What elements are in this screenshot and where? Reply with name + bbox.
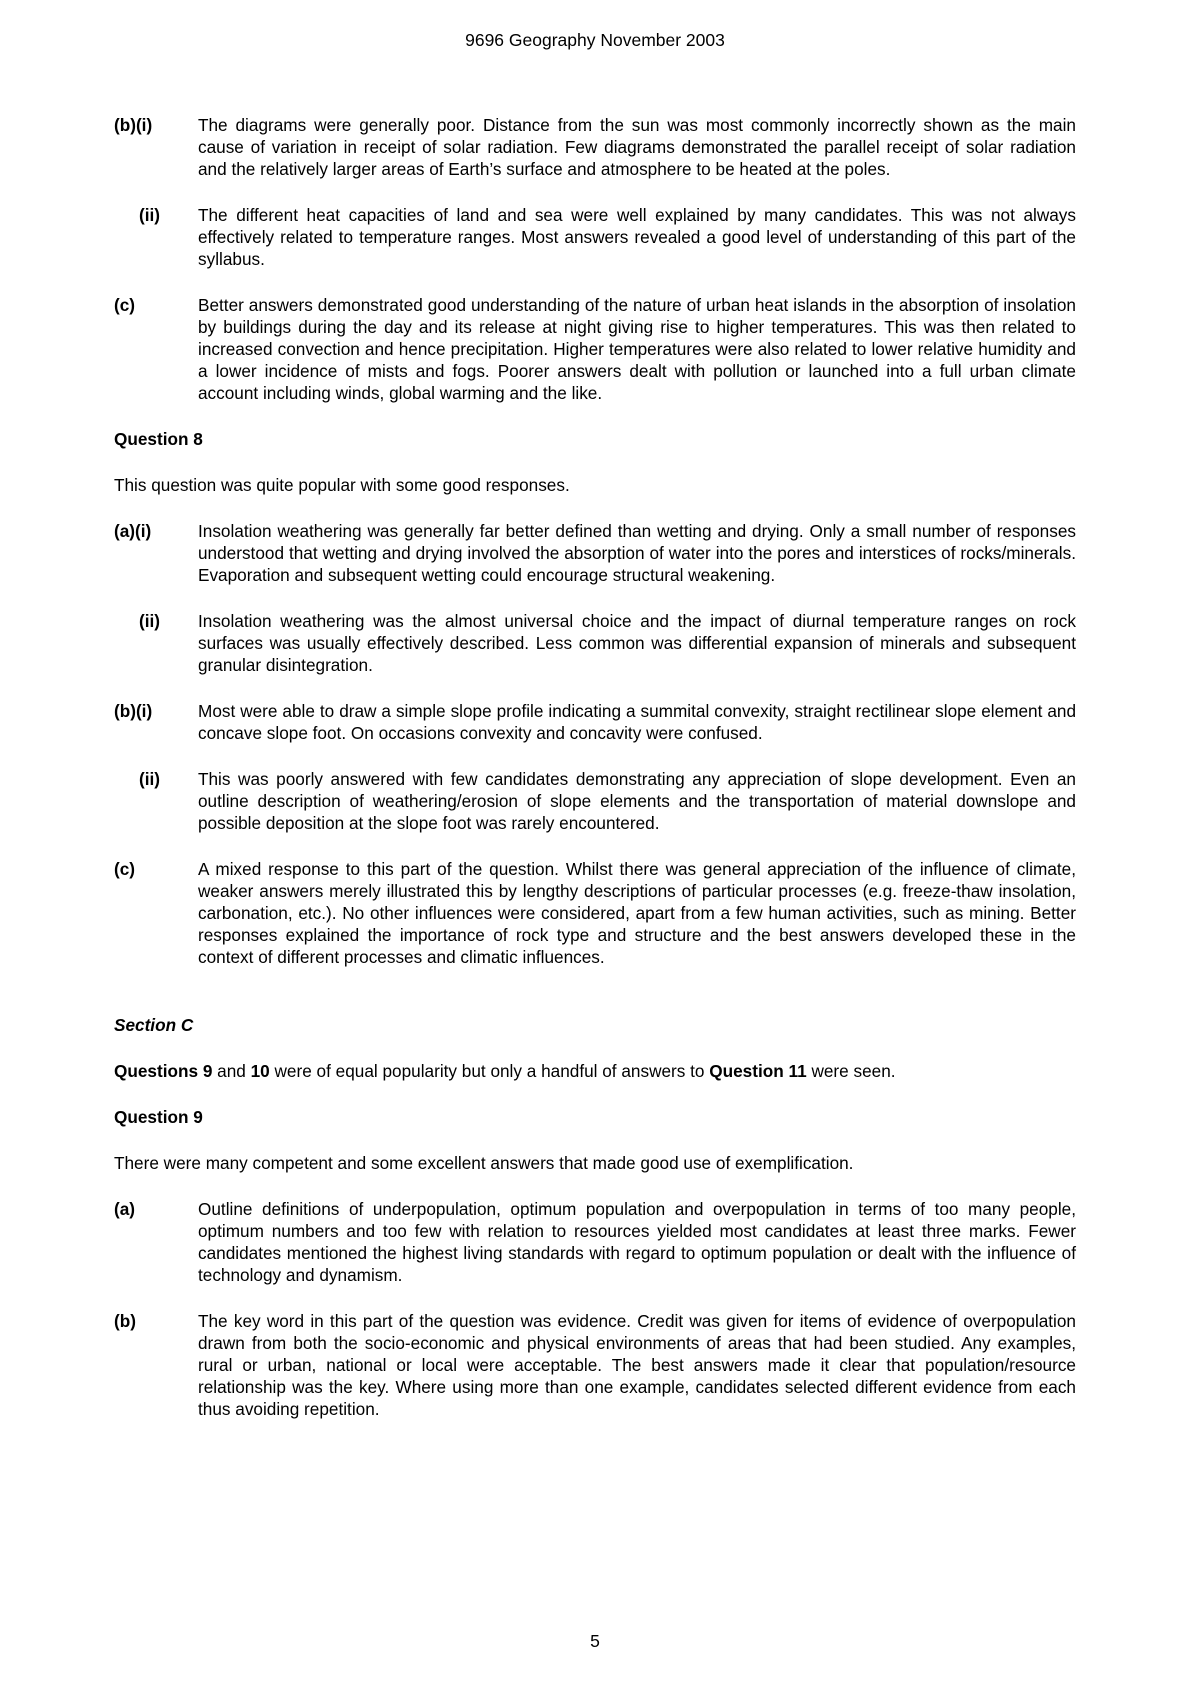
answer-item [114,768,1076,834]
item-text: This was poorly answered with few candidates demonstrating any appreciation of slope development. Even an outline description of weathering/erosion of slope elements and the transportation of material downslope and possible deposition at the slope foot was rarely encountered. [198,769,1076,833]
item-label: (b)(i) [114,701,153,721]
question-heading: Question 8 [114,429,203,449]
item-label: (b)(i) [114,115,153,135]
item-text: Insolation weathering was the almost universal choice and the impact of diurnal temperature ranges on rock surfaces was usually effectively described. Less common was differential expansion of minerals and subsequent granular disintegration. [198,611,1076,675]
item-text: The key word in this part of the question was evidence. Credit was given for items of evidence of overpopulation drawn from both the socio-economic and physical environments of areas that had been studied. Any examples, rural or urban, national or local were acceptable. The best answers made it clear that population/resource relationship was the key. Where using more than one example, candidates selected different evidence from each thus avoiding repetition. [198,1311,1076,1419]
item-text: The diagrams were generally poor. Distance from the sun was most commonly incorrectly shown as the main cause of variation in receipt of solar radiation. Few diagrams demonstrated the parallel receipt of solar radiation and the relatively larger areas of Earth’s surface and atmosphere to be heated at the poles. [198,115,1076,179]
answer-item [114,114,1076,180]
summary-bold: 10 [250,1061,270,1081]
item-label: (b) [114,1311,136,1331]
answer-item [114,520,1076,586]
item-label: (c) [114,859,136,879]
item-text: Outline definitions of underpopulation, optimum population and overpopulation in terms of too many people, optimum numbers and too few with relation to resources yielded most candidates at least three marks. Fewer candidates mentioned the highest living standards with regard to optimum population or dealt with the influence of technology and dynamism. [198,1199,1076,1285]
page-number: 5 [590,1631,600,1651]
answer-item [114,700,1076,744]
item-text: A mixed response to this part of the question. Whilst there was general appreciation of the influence of climate, weaker answers merely illustrated this by lengthy descriptions of particular processes (e.g. freeze-thaw insolation, carbonation, etc.). No other influences were considered, apart from a few human activities, such as mining. Better responses explained the importance of rock type and structure and the best answers developed these in the context of different processes and climatic influences. [198,859,1076,967]
item-text: Better answers demonstrated good understanding of the nature of urban heat islands in the absorption of insolation by buildings during the day and its release at night giving rise to higher temperatures. This was then related to increased convection and hence precipitation. Higher temperatures were also related to lower relative humidity and a lower incidence of mists and fogs. Poorer answers dealt with pollution or launched into a full urban climate account including winds, global warming and the like. [198,295,1076,403]
item-label: (ii) [139,769,160,789]
answer-item [114,610,1076,676]
question-intro: This question was quite popular with some good responses. [114,475,570,495]
section-title: Section C [114,1015,194,1035]
item-label: (c) [114,295,136,315]
question-heading: Question 9 [114,1107,203,1127]
item-label: (ii) [139,611,160,631]
item-label: (ii) [139,205,160,225]
summary-bold: Question 11 [709,1061,807,1081]
answer-item [114,294,1076,404]
page-header: 9696 Geography November 2003 [465,30,725,50]
summary-text: were seen. [806,1061,896,1081]
answer-item [114,204,1076,270]
item-label: (a)(i) [114,521,152,541]
summary-text: were of equal popularity but only a handful of answers to [269,1061,710,1081]
answer-item [114,858,1076,968]
summary-text: and [212,1061,251,1081]
question-intro: There were many competent and some excellent answers that made good use of exemplification. [114,1153,854,1173]
item-label: (a) [114,1199,136,1219]
item-text: Most were able to draw a simple slope profile indicating a summital convexity, straight rectilinear slope element and concave slope foot. On occasions convexity and concavity were confused. [198,701,1076,743]
section-summary [114,1060,1076,1082]
answer-item [114,1310,1076,1420]
document-body [114,114,1076,1444]
item-text: The different heat capacities of land and sea were well explained by many candidates. This was not always effectively related to temperature ranges. Most answers revealed a good level of understanding of this part of the syllabus. [198,205,1076,269]
answer-item [114,1198,1076,1286]
item-text: Insolation weathering was generally far better defined than wetting and drying. Only a small number of responses understood that wetting and drying involved the absorption of water into the pores and interstices of rocks/minerals. Evaporation and subsequent wetting could encourage structural weakening. [198,521,1076,585]
summary-bold: Questions 9 [114,1061,213,1081]
